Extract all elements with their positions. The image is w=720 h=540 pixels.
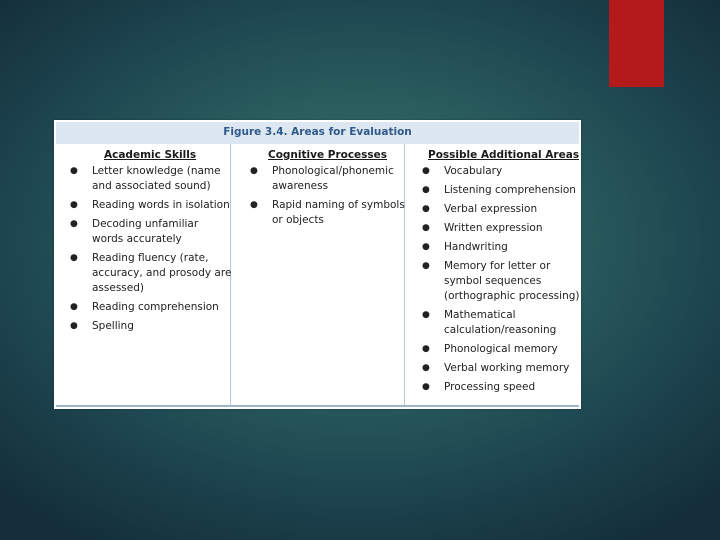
column-header-additional-areas: Possible Additional Areas xyxy=(428,149,580,161)
list-item-text: Phonological/phonemic xyxy=(272,165,394,177)
bullet-icon: ● xyxy=(70,321,78,331)
list-item-text: and associated sound) xyxy=(92,180,211,192)
bullet-icon: ● xyxy=(422,261,430,271)
figure-title: Figure 3.4. Areas for Evaluation xyxy=(223,126,412,138)
bullet-icon: ● xyxy=(422,242,430,252)
bullet-icon: ● xyxy=(422,344,430,354)
list-item-text: Verbal expression xyxy=(444,203,538,215)
bullet-icon: ● xyxy=(70,200,78,210)
bullet-icon: ● xyxy=(70,219,78,229)
bullet-icon: ● xyxy=(422,204,430,214)
bullet-icon: ● xyxy=(422,382,430,392)
bullet-icon: ● xyxy=(250,166,258,176)
list-item-text: Phonological memory xyxy=(444,343,558,355)
list-item-text: awareness xyxy=(272,180,329,192)
list-item-text: words accurately xyxy=(92,233,182,245)
list-item-text: Rapid naming of symbols xyxy=(272,199,405,211)
list-item-text: Reading comprehension xyxy=(92,301,219,313)
list-item-text: (orthographic processing) xyxy=(444,290,580,302)
bullet-icon: ● xyxy=(422,223,430,233)
bullet-icon: ● xyxy=(70,166,78,176)
list-item-text: Memory for letter or xyxy=(444,260,551,272)
bullet-icon: ● xyxy=(422,310,430,320)
list-item-text: Written expression xyxy=(444,222,543,234)
figure-table xyxy=(54,120,581,409)
bullet-icon: ● xyxy=(70,302,78,312)
list-item-text: Vocabulary xyxy=(444,165,503,177)
list-item-text: Processing speed xyxy=(444,381,536,393)
bottom-rule xyxy=(56,405,579,407)
list-item-text: symbol sequences xyxy=(444,275,542,287)
list-item-text: Decoding unfamiliar xyxy=(92,218,199,230)
bullet-icon: ● xyxy=(70,253,78,263)
list-item-text: Reading words in isolation xyxy=(92,199,230,211)
list-item-text: Listening comprehension xyxy=(444,184,576,196)
bullet-icon: ● xyxy=(422,185,430,195)
list-item-text: assessed) xyxy=(92,282,144,294)
bullet-icon: ● xyxy=(250,200,258,210)
list-item-text: Mathematical xyxy=(444,309,516,321)
accent-bar xyxy=(609,0,664,87)
list-item-text: Handwriting xyxy=(444,241,508,253)
list-item-text: Spelling xyxy=(92,320,134,332)
list-item-text: Verbal working memory xyxy=(444,362,570,374)
column-divider xyxy=(404,144,405,407)
list-item-text: accuracy, and prosody are xyxy=(92,267,232,279)
list-item-text: Letter knowledge (name xyxy=(92,165,221,177)
bullet-icon: ● xyxy=(422,166,430,176)
column-header-cognitive-processes: Cognitive Processes xyxy=(268,149,388,161)
title-band xyxy=(56,122,579,144)
list-item-text: Reading fluency (rate, xyxy=(92,252,209,264)
column-header-academic-skills: Academic Skills xyxy=(104,149,197,161)
bullet-icon: ● xyxy=(422,363,430,373)
list-item-text: calculation/reasoning xyxy=(444,324,557,336)
list-item-text: or objects xyxy=(272,214,324,226)
